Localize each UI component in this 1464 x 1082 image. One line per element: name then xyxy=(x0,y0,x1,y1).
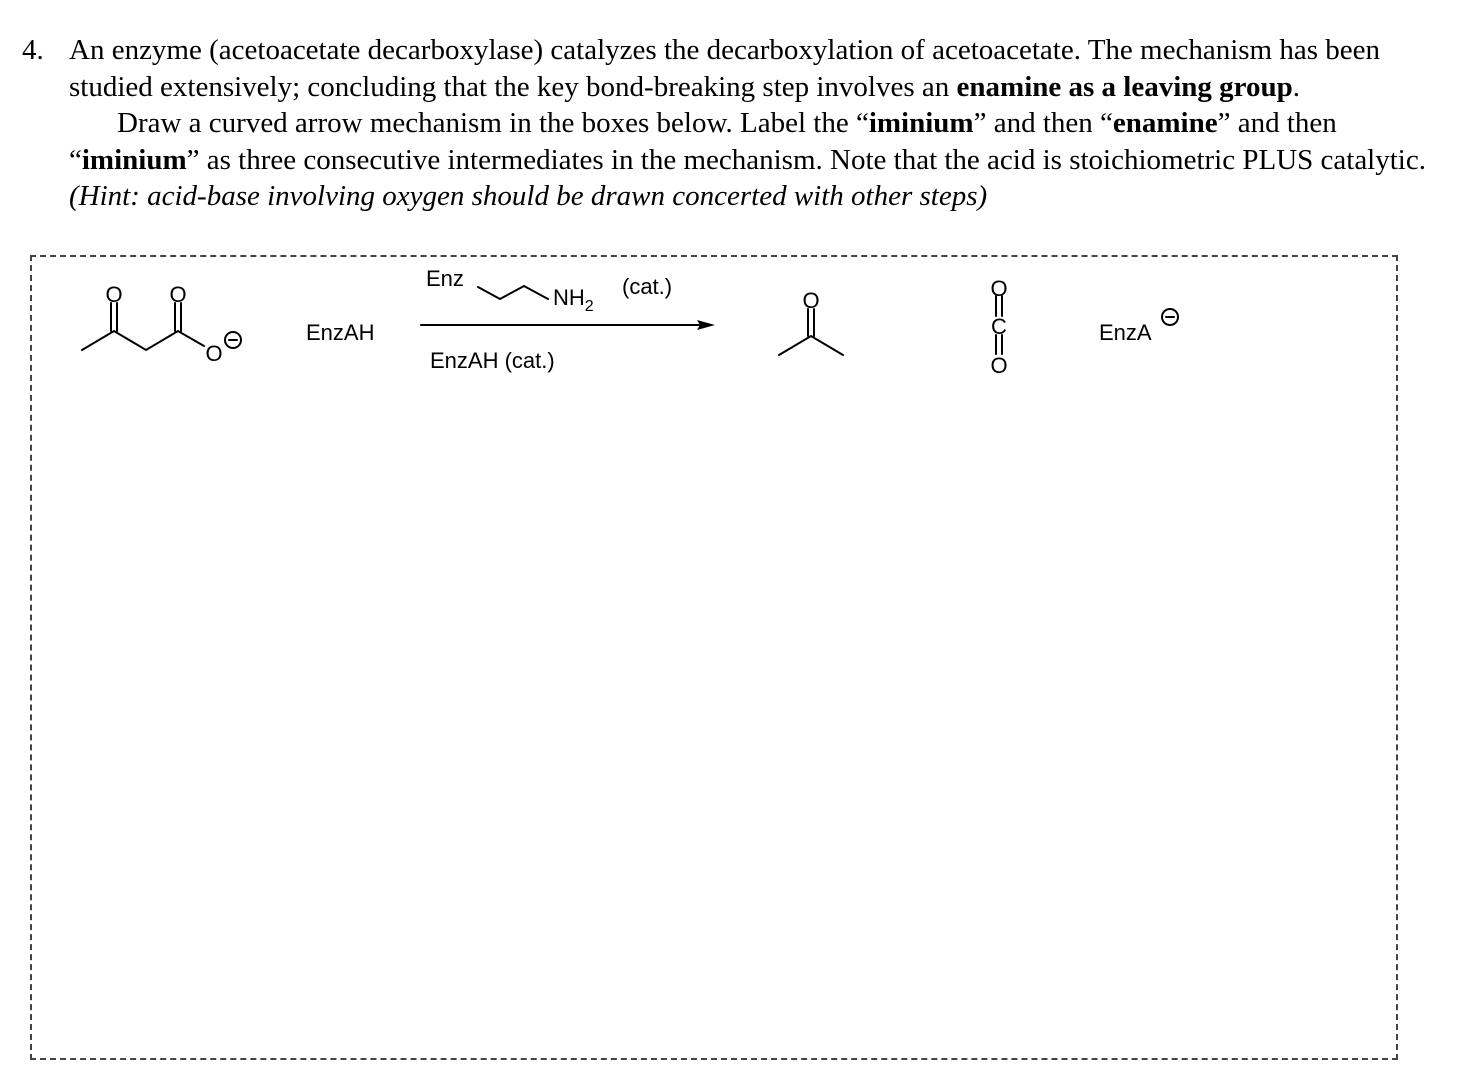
p2-bold-iminium-1: iminium xyxy=(868,107,974,139)
enz-amine-chain xyxy=(478,286,548,299)
hint-text: (Hint: acid-base involving oxygen should be drawn concerted with other steps) xyxy=(69,180,988,212)
question-number: 4. xyxy=(22,34,44,66)
co2-top-oxygen: O xyxy=(990,276,1008,301)
acetone-oxygen: O xyxy=(802,288,820,313)
p1-text-1: An enzyme (acetoacetate decarboxylase) catalyzes the decarboxylation of acetoacetate. The mechanism has been studied extensively; concluding that the key bond-breaking step involves an xyxy=(69,34,1381,103)
acetoacetate-ketone-oxygen: O xyxy=(105,282,123,307)
nh2-text: NH xyxy=(553,285,585,310)
acetone-skeleton xyxy=(779,336,843,355)
p2-text-3: ” and then “ xyxy=(69,107,1337,176)
acetoacetate-carbonyl-oxygen: O xyxy=(169,282,187,307)
co2-carbon: C xyxy=(991,314,1007,339)
enzah-cat-label-below: EnzAH (cat.) xyxy=(430,348,555,373)
enz-label: Enz xyxy=(426,266,464,291)
p2-bold-enamine: enamine xyxy=(1112,107,1218,139)
acetone-structure xyxy=(779,309,843,355)
nh2-subscript: 2 xyxy=(584,298,594,315)
conjugate-base-enza: EnzA xyxy=(1099,320,1152,345)
p1-bold-enamine-leaving-group: enamine as a leaving group xyxy=(956,70,1293,103)
p2-text-2: ” and then “ xyxy=(973,107,1113,139)
p2-text-1: Draw a curved arrow mechanism in the boxes below. Label the “ xyxy=(117,107,869,139)
nh2-label xyxy=(553,285,594,315)
co2-bottom-oxygen: O xyxy=(990,353,1008,378)
p2-text-4: ” as three consecutive intermediates in the mechanism. Note that the acid is stoichiometric PLUS catalytic. xyxy=(186,143,1426,176)
p1-text-2: . xyxy=(1292,70,1300,103)
cat-label-above: (cat.) xyxy=(622,274,673,299)
p2-bold-iminium-2: iminium xyxy=(81,143,187,176)
reagent-enzah: EnzAH xyxy=(306,320,375,345)
acetoacetate-chain xyxy=(82,331,204,350)
acetoacetate-anion-oxygen: O xyxy=(205,341,223,366)
